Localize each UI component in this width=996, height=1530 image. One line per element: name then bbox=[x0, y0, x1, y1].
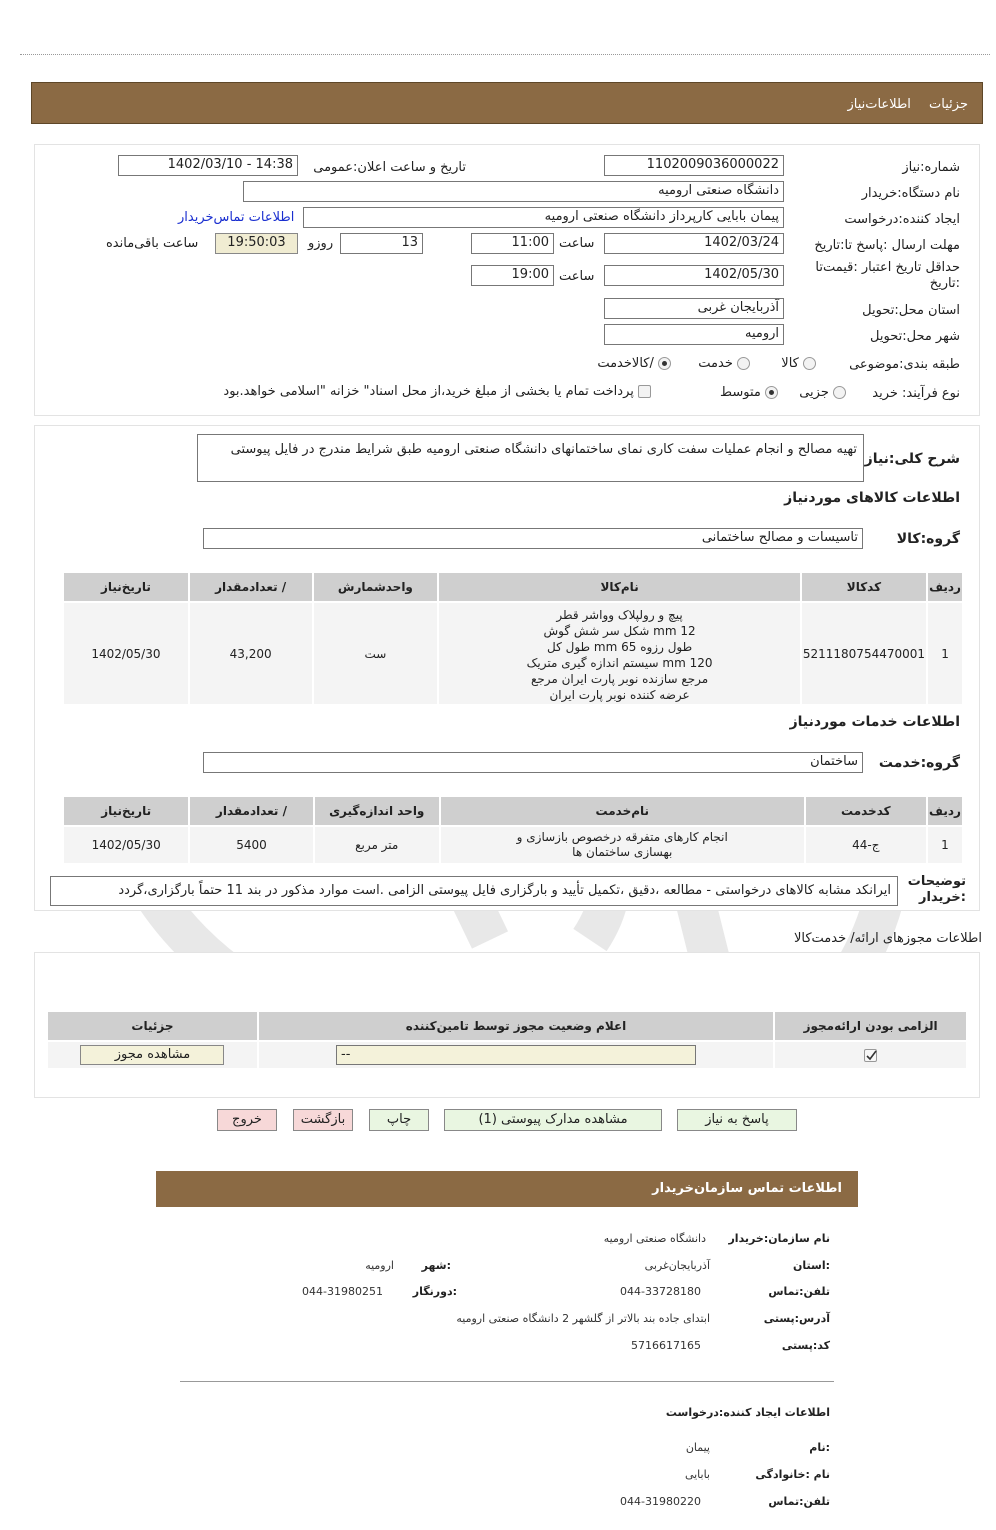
contact-province-value: آذربایجان‌غربی bbox=[644, 1259, 710, 1272]
col-details: جزئیات bbox=[48, 1012, 257, 1040]
treasury-payment-label: پرداخت تمام یا بخشی از مبلغ خرید،از محل اسناد" خزانه "اسلامی خواهد.بود bbox=[223, 384, 634, 399]
goods-group-field: تاسیسات و مصالح ساختمانی bbox=[203, 528, 863, 549]
process-partial-option[interactable] bbox=[799, 385, 846, 400]
col-unit: واحدشمارش bbox=[314, 573, 438, 601]
treasury-payment-option[interactable] bbox=[223, 384, 651, 399]
province-label: استان محل:تحویل bbox=[862, 303, 960, 318]
contact-phone-value: 044-33728180 bbox=[620, 1285, 701, 1298]
radio-partial[interactable] bbox=[833, 386, 846, 399]
services-row-code: ج-44 bbox=[806, 827, 926, 863]
services-table-row bbox=[64, 827, 962, 863]
col-index: ردیف bbox=[928, 573, 962, 601]
city-label: شهر محل:تحویل bbox=[870, 329, 960, 344]
contact-fax-label: :دورنگار bbox=[412, 1285, 457, 1298]
permit-status-field[interactable]: -- bbox=[336, 1045, 696, 1065]
contact-fax-value: 044-31980251 bbox=[302, 1285, 383, 1298]
category-both-label: /کالاخدمت bbox=[597, 356, 654, 371]
col-quantity: / تعدادمقدار bbox=[190, 573, 312, 601]
goods-name-line: 12 mm شکل سر شش گوش bbox=[543, 624, 696, 638]
creator-field: پیمان بابایی کارپرداز دانشگاه صنعتی ارومیه bbox=[303, 207, 784, 228]
announce-label: تاریخ و ساعت اعلان:عمومی bbox=[313, 160, 466, 175]
contact-phone-label: تلفن:تماس bbox=[768, 1285, 830, 1298]
category-both-option[interactable] bbox=[597, 356, 671, 371]
contact-postal-value: 5716617165 bbox=[631, 1339, 701, 1352]
attachments-button[interactable]: مشاهده مدارک پیوستی (1) bbox=[444, 1109, 662, 1131]
creator-phone-label: تلفن:تماس bbox=[768, 1495, 830, 1508]
treasury-checkbox[interactable] bbox=[638, 385, 651, 398]
col-code: کدخدمت bbox=[806, 797, 926, 825]
goods-row-name bbox=[439, 603, 800, 704]
goods-row-unit: ست bbox=[314, 603, 438, 704]
validity-time-field: 19:00 bbox=[471, 265, 554, 286]
radio-medium[interactable] bbox=[765, 386, 778, 399]
goods-group-label: گروه:کالا bbox=[896, 531, 960, 547]
service-name-line: بهسازی ساختمان ها bbox=[572, 845, 673, 859]
process-partial-label: جزیی bbox=[799, 385, 829, 400]
contact-postal-label: کد:پستی bbox=[781, 1339, 830, 1352]
contact-header: اطلاعات تماس سازمان‌خریدار bbox=[156, 1171, 858, 1207]
creator-label: ایجاد کننده:درخواست bbox=[844, 212, 960, 227]
contact-address-label: آدرس:پستی bbox=[763, 1312, 830, 1325]
header-bar bbox=[31, 82, 983, 124]
permits-table-row bbox=[48, 1042, 966, 1068]
province-field: آذربایجان غربی bbox=[604, 298, 784, 319]
contact-province-label: :استان bbox=[793, 1259, 830, 1272]
goods-row-code: 5211180754470001 bbox=[802, 603, 926, 704]
permits-table bbox=[46, 1010, 968, 1070]
creator-family-value: بابایی bbox=[684, 1468, 710, 1481]
services-row-index: 1 bbox=[928, 827, 962, 863]
col-code: کدکالا bbox=[802, 573, 926, 601]
validity-time-label: ساعت bbox=[559, 269, 595, 284]
description-label: شرح کلی:نیاز bbox=[864, 451, 960, 467]
services-row-name bbox=[441, 827, 804, 863]
back-button[interactable]: بازگشت bbox=[293, 1109, 353, 1131]
creator-phone-value: 044-31980220 bbox=[620, 1495, 701, 1508]
col-index: ردیف bbox=[928, 797, 962, 825]
permit-required-checkbox bbox=[864, 1049, 877, 1062]
services-row-date: 1402/05/30 bbox=[64, 827, 188, 863]
goods-table-wrap bbox=[62, 571, 964, 706]
permits-table-wrap bbox=[46, 1010, 968, 1070]
services-table-wrap bbox=[62, 795, 964, 865]
view-permit-button[interactable]: مشاهده مجوز bbox=[80, 1045, 224, 1065]
creator-family-label: نام :خانوادگی bbox=[755, 1468, 830, 1481]
buyer-notes-label: توضیحات :خریدار bbox=[907, 874, 966, 905]
col-date: تاریخ‌نیاز bbox=[64, 797, 188, 825]
permits-table-header bbox=[48, 1012, 966, 1040]
goods-table-header bbox=[64, 573, 962, 601]
remaining-time-label: ساعت باقی‌مانده bbox=[106, 236, 199, 251]
permit-status-cell bbox=[259, 1042, 773, 1068]
contact-city-value: ارومیه bbox=[365, 1259, 394, 1272]
contact-org-value: دانشگاه صنعتی ارومیه bbox=[603, 1232, 706, 1245]
permits-title: اطلاعات مجوزهای ارائه/ خدمت‌کالا bbox=[793, 931, 982, 946]
buyer-notes-box: ایرانکد مشابه کالاهای درخواستی - مطالعه ،دقیق ،تکمیل تأیید و بارگزاری فایل پیوستی الزامی .است موارد مذکور در بند 11 حتماً بارگزاری،گردد bbox=[50, 876, 898, 906]
goods-name-line: 120 mm سیستم اندازه گیری متریک bbox=[526, 656, 713, 670]
goods-name-line: پیچ و رولپلاک وواشر قطر bbox=[556, 608, 683, 622]
category-label: طبقه بندی:موضوعی bbox=[849, 357, 960, 372]
col-name: نام‌کالا bbox=[439, 573, 800, 601]
radio-goods[interactable] bbox=[803, 357, 816, 370]
category-service-label: خدمت bbox=[698, 356, 733, 371]
goods-row-quantity: 43,200 bbox=[190, 603, 312, 704]
creator-name-value: پیمان bbox=[685, 1441, 710, 1454]
process-medium-option[interactable] bbox=[720, 385, 778, 400]
col-quantity: / تعدادمقدار bbox=[190, 797, 312, 825]
validity-label: حداقل تاریخ اعتبار :قیمت‌تا :تاریخ bbox=[815, 260, 960, 291]
category-goods-option[interactable] bbox=[781, 356, 816, 371]
goods-section-title: اطلاعات کالاهای موردنیاز bbox=[784, 490, 960, 506]
remaining-time-field: 19:50:03 bbox=[215, 233, 298, 254]
deadline-time-field: 11:00 bbox=[471, 233, 554, 254]
buyer-contact-link[interactable]: اطلاعات تماس‌خریدار bbox=[178, 210, 295, 225]
permit-required-cell bbox=[775, 1042, 966, 1068]
service-name-line: انجام کارهای متفرقه درخصوص بازسازی و bbox=[516, 830, 728, 844]
services-group-field: ساختمان bbox=[203, 752, 863, 773]
contact-org-label: نام سازمان:خریدار bbox=[728, 1232, 830, 1245]
tab-details[interactable]: جزئیات bbox=[929, 97, 968, 112]
announce-field: 1402/03/10 - 14:38 bbox=[118, 155, 298, 176]
exit-button[interactable]: خروج bbox=[217, 1109, 277, 1131]
goods-row-index: 1 bbox=[928, 603, 962, 704]
col-unit: واحد اندازه‌گیری bbox=[315, 797, 439, 825]
days-label: روزو bbox=[308, 236, 334, 251]
goods-name-line: طول رزوه 65 mm طول کل bbox=[546, 640, 693, 654]
top-divider bbox=[20, 54, 990, 55]
contact-address-value: ابتدای جاده بند بالاتر از گلشهر 2 دانشگاه صنعتی ارومیه bbox=[456, 1312, 710, 1325]
creator-info-title: اطلاعات ایجاد کننده:درخواست bbox=[665, 1406, 830, 1419]
validity-date-field: 1402/05/30 bbox=[604, 265, 784, 286]
services-table-header bbox=[64, 797, 962, 825]
permit-details-cell bbox=[48, 1042, 257, 1068]
description-box: تهیه مصالح و انجام عملیات سفت کاری نمای ساختمانهای دانشگاه صنعتی ارومیه طبق شرایط مندرج در فایل پیوستی bbox=[197, 434, 864, 482]
radio-service[interactable] bbox=[737, 357, 750, 370]
print-button[interactable]: چاپ bbox=[369, 1109, 429, 1131]
services-group-label: گروه:خدمت bbox=[878, 755, 960, 771]
buyer-org-label: نام دستگاه:خریدار bbox=[861, 186, 960, 201]
services-row-unit: متر مربع bbox=[315, 827, 439, 863]
goods-name-line: عرضه کننده نوبر پارت ایران bbox=[549, 688, 690, 702]
services-section-title: اطلاعات خدمات موردنیاز bbox=[789, 714, 960, 730]
category-goods-label: کالا bbox=[781, 356, 799, 371]
col-required: الزامی بودن ارائه‌مجوز bbox=[775, 1012, 966, 1040]
tab-need-info[interactable]: اطلاعات‌نیاز bbox=[847, 97, 911, 112]
days-field: 13 bbox=[340, 233, 423, 254]
category-service-option[interactable] bbox=[698, 356, 750, 371]
deadline-date-field: 1402/03/24 bbox=[604, 233, 784, 254]
deadline-label: مهلت ارسال :پاسخ تا:تاریخ bbox=[814, 238, 960, 253]
need-number-field: 1102009036000022 bbox=[604, 155, 784, 176]
city-field: ارومیه bbox=[604, 324, 784, 345]
goods-table bbox=[62, 571, 964, 706]
process-label: نوع فرآیند: خرید bbox=[872, 386, 960, 401]
services-row-quantity: 5400 bbox=[190, 827, 312, 863]
creator-name-label: :نام bbox=[809, 1441, 830, 1454]
contact-divider bbox=[180, 1381, 834, 1382]
col-date: تاریخ‌نیاز bbox=[64, 573, 188, 601]
radio-both[interactable] bbox=[658, 357, 671, 370]
services-table bbox=[62, 795, 964, 865]
process-medium-label: متوسط bbox=[720, 385, 761, 400]
check-icon bbox=[866, 1050, 877, 1061]
goods-table-row bbox=[64, 603, 962, 704]
col-name: نام‌خدمت bbox=[441, 797, 804, 825]
contact-city-label: :شهر bbox=[421, 1259, 451, 1272]
col-status: اعلام وضعیت مجوز توسط تامین‌کننده bbox=[259, 1012, 773, 1040]
buyer-org-field: دانشگاه صنعتی ارومیه bbox=[243, 181, 784, 202]
reply-button[interactable]: پاسخ به نیاز bbox=[677, 1109, 797, 1131]
goods-name-line: مرجع سازنده نوبر پارت ایران مرجع bbox=[530, 672, 709, 686]
goods-row-date: 1402/05/30 bbox=[64, 603, 188, 704]
need-number-label: شماره:نیاز bbox=[902, 160, 960, 175]
deadline-time-label: ساعت bbox=[559, 236, 595, 251]
